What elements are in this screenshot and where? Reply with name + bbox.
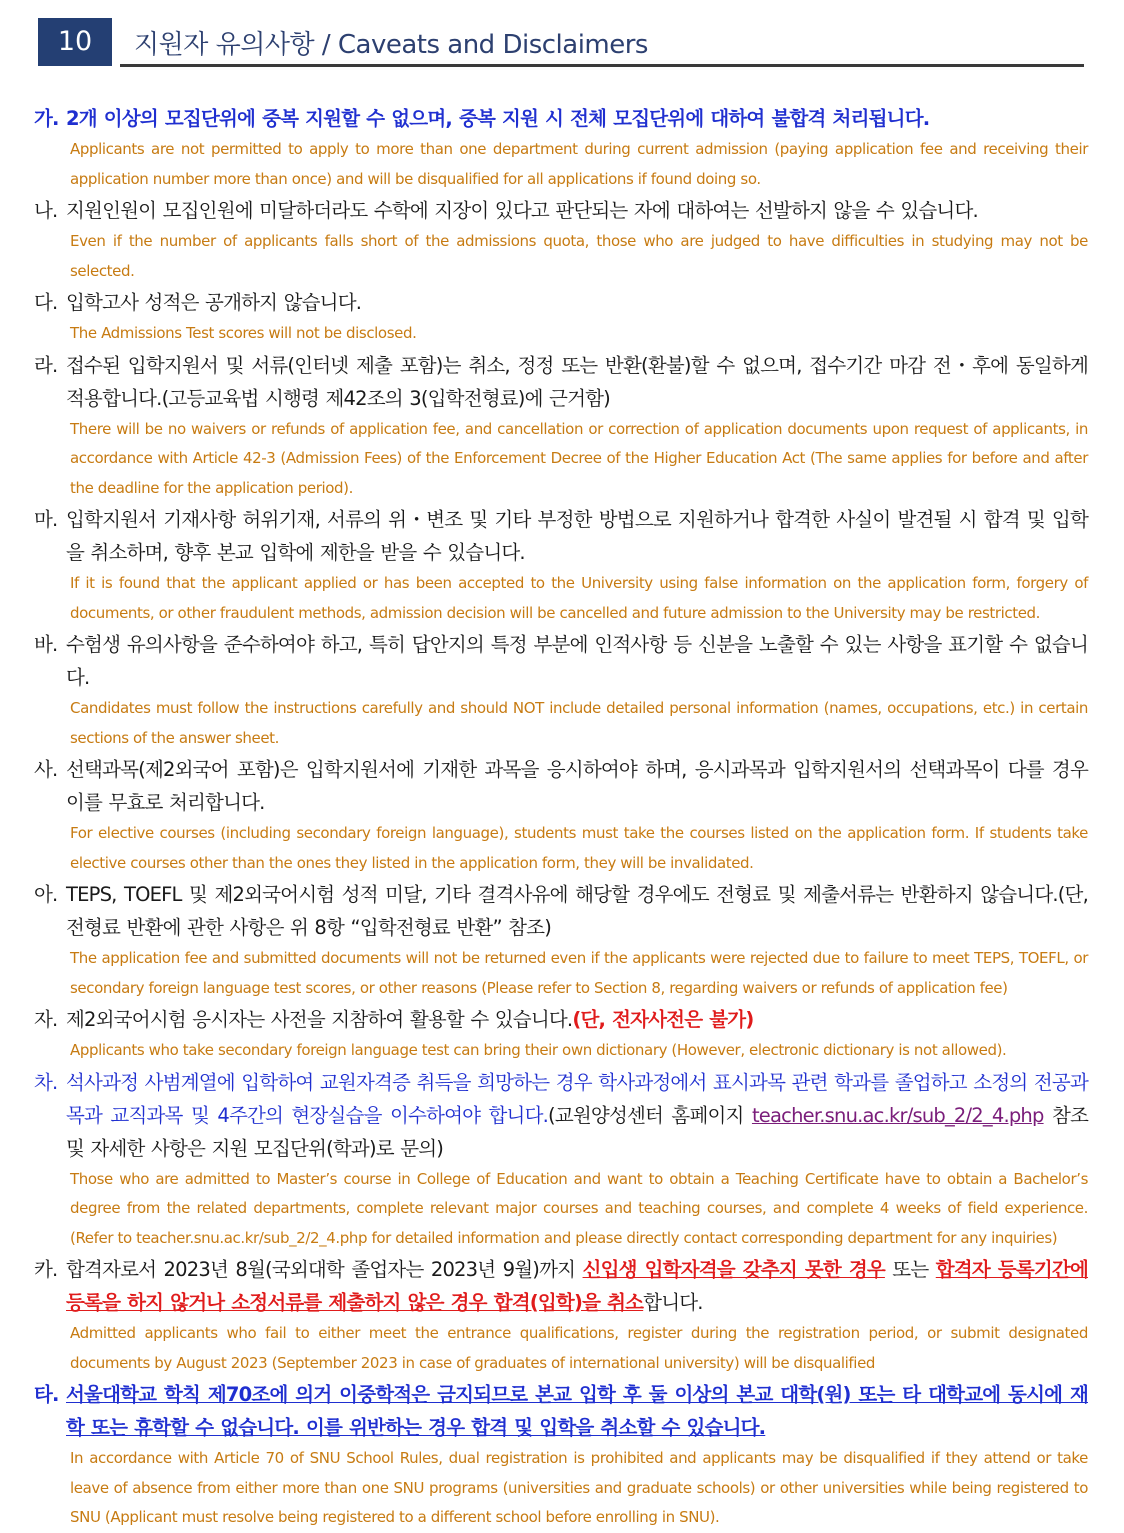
item-korean-ending: 합니다. [643, 1291, 703, 1314]
caveat-item-ja [34, 1003, 1088, 1066]
item-english-text: Those who are admitted to Master’s course in College of Education and want to obtain a Teaching Certificate have to obtain a Bachelor’s degree from the related departments, complete relevant major courses and teaching courses, and complete 4 weeks of field experience. (Refer to teacher.snu.ac.kr/sub_2/2_4.php for detailed information and please directly contact corresponding department for any inquiries) [70, 1169, 1088, 1247]
item-english-text: The Admissions Test scores will not be disclosed. [70, 324, 417, 342]
item-korean-text: (교원양성센터 홈페이지 [548, 1103, 744, 1127]
caveat-item-na [34, 194, 1088, 286]
caveat-item-sa [34, 753, 1088, 878]
item-korean-text: 지원인원이 모집인원에 미달하더라도 수학에 지장이 있다고 판단되는 자에 대하여는 선발하지 않을 수 있습니다. [66, 199, 978, 222]
item-marker: 타. [34, 1383, 59, 1406]
item-marker: 자. [34, 1008, 58, 1031]
item-korean-text: 수험생 유의사항을 준수하여야 하고, 특히 답안지의 특정 부분에 인적사항 등 신분을 노출할 수 있는 사항을 표기할 수 없습니다. [66, 633, 1088, 689]
teacher-center-link[interactable]: teacher.snu.ac.kr/sub_2/2_4.php [751, 1103, 1044, 1127]
item-marker: 바. [34, 633, 58, 656]
item-marker: 나. [34, 199, 58, 222]
conjunction-text: 또는 [892, 1258, 929, 1281]
item-marker: 가. [34, 107, 59, 130]
caveat-item-ka [34, 1253, 1088, 1378]
item-korean-text: 제2외국어시험 응시자는 사전을 지참하여 활용할 수 있습니다. [66, 1008, 573, 1031]
item-korean-text: 합격자로서 2023년 8월(국외대학 졸업자는 2023년 9월)까지 [66, 1258, 576, 1281]
item-english-text: For elective courses (including secondary foreign language), students must take the courses listed on the application form. If students take elective courses other than the ones they listed in the application form, they will be invalidated. [70, 824, 1088, 872]
item-korean-text: 선택과목(제2외국어 포함)은 입학지원서에 기재한 과목을 응시하여야 하며, 응시과목과 입학지원서의 선택과목이 다를 경우 이를 무효로 처리합니다. [66, 758, 1088, 814]
item-english-text: Applicants who take secondary foreign language test can bring their own dictionary (However, electronic dictionary is not allowed). [70, 1041, 1007, 1059]
item-english-text: Even if the number of applicants falls short of the admissions quota, those who are judged to have difficulties in studying may not be selected. [70, 232, 1088, 280]
item-english-text: Admitted applicants who fail to either meet the entrance qualifications, register during the registration period, or submit designated documents by August 2023 (September 2023 in case of graduates of international university) will be disqualified [70, 1324, 1088, 1372]
caveat-item-a [34, 878, 1088, 1003]
qualification-warning: 신입생 입학자격을 갖추지 못한 경우 [582, 1258, 885, 1281]
caveat-item-ta [34, 1378, 1088, 1533]
caveats-list [34, 102, 1088, 1533]
dictionary-note: (단, 전자사전은 불가) [572, 1008, 754, 1031]
item-marker: 차. [34, 1070, 58, 1094]
caveat-item-ba [34, 628, 1088, 753]
section-number: 10 [38, 18, 112, 66]
dual-registration-warning: 서울대학교 학칙 제70조에 의거 이중학적은 금지되므로 본교 입학 후 둘 이상의 본교 대학(원) 또는 타 대학교에 동시에 재학 또는 휴학할 수 없습니다. 이를 위반하는 경우 합격 및 입학을 취소할 수 있습니다. [66, 1383, 1088, 1439]
caveat-item-cha [34, 1066, 1088, 1254]
item-marker: 다. [34, 291, 58, 314]
item-korean-text: 2개 이상의 모집단위에 중복 지원할 수 없으며, 중복 지원 시 전체 모집단위에 대하여 불합격 처리됩니다. [66, 107, 930, 130]
item-korean-text: 입학고사 성적은 공개하지 않습니다. [66, 291, 362, 314]
section-title: 지원자 유의사항 / Caveats and Disclaimers [134, 30, 648, 60]
item-marker: 카. [34, 1258, 58, 1281]
item-english-text: If it is found that the applicant applied or has been accepted to the University using false information on the application form, forgery of documents, or other fraudulent methods, admission decision will be cancelled and future admission to the University may be restricted. [70, 574, 1088, 622]
caveat-item-ra [34, 349, 1088, 504]
item-korean-text: 접수된 입학지원서 및 서류(인터넷 제출 포함)는 취소, 정정 또는 반환(환불)할 수 없으며, 접수기간 마감 전・후에 동일하게 적용합니다.(고등교육법 시행령 제42조의 3(입학전형료)에 근거함) [66, 353, 1088, 410]
section-header [38, 18, 1084, 68]
item-english-text: Applicants are not permitted to apply to more than one department during current admission (paying application fee and receiving their application number more than once) and will be disqualified for all applications if found doing so. [70, 140, 1088, 188]
item-english-text: Candidates must follow the instructions carefully and should NOT include detailed personal information (names, occupations, etc.) in certain sections of the answer sheet. [70, 699, 1088, 747]
item-english-text: There will be no waivers or refunds of application fee, and cancellation or correction of application documents upon request of applicants, in accordance with Article 42-3 (Admission Fees) of the Enforcement Decree of the Higher Education Act (The same applies for before and after the deadline for the application period). [70, 419, 1088, 497]
item-english-text: The application fee and submitted documents will not be returned even if the applicants were rejected due to failure to meet TEPS, TOEFL, or secondary foreign language test scores, or other reasons (Please refer to Section 8, regarding waivers or refunds of application fee) [70, 949, 1088, 997]
caveat-item-ga [34, 102, 1088, 194]
header-divider [120, 64, 1084, 67]
teaching-certificate-text: 석사과정 사범계열에 입학하여 교원자격증 취득을 희망하는 경우 학사과정에서 표시과목 관련 학과를 졸업하고 소정의 전공과목과 교직과목 및 4주간의 현장실습을 이수하여야 합니다. [66, 1070, 1088, 1127]
item-marker: 라. [34, 353, 58, 377]
item-korean-text-continued: 참조 및 자세한 사항은 지원 모집단위(학과)로 문의) [66, 1103, 1089, 1160]
caveat-item-da [34, 286, 1088, 349]
item-marker: 아. [34, 883, 58, 906]
item-english-text: In accordance with Article 70 of SNU School Rules, dual registration is prohibited and applicants may be disqualified if they attend or take leave of absence from either more than one SNU programs (universities and graduate schools) or other universities while being registered to SNU (Applicant must resolve being registered to a different school before enrolling in SNU). [70, 1449, 1088, 1526]
registration-warning: 합격자 등록기간에 등록을 하지 않거나 소정서류를 제출하지 않은 경우 합격(입학)을 취소 [66, 1258, 1088, 1314]
item-marker: 마. [34, 508, 58, 531]
item-korean-text: TEPS, TOEFL 및 제2외국어시험 성적 미달, 기타 결격사유에 해당할 경우에도 전형료 및 제출서류는 반환하지 않습니다.(단, 전형료 반환에 관한 사항은 위 8항 “입학전형료 반환” 참조) [66, 883, 1088, 939]
item-korean-text: 입학지원서 기재사항 허위기재, 서류의 위・변조 및 기타 부정한 방법으로 지원하거나 합격한 사실이 발견될 시 합격 및 입학을 취소하며, 향후 본교 입학에 제한을 받을 수 있습니다. [66, 508, 1088, 564]
item-marker: 사. [34, 758, 58, 781]
caveat-item-ma [34, 503, 1088, 628]
